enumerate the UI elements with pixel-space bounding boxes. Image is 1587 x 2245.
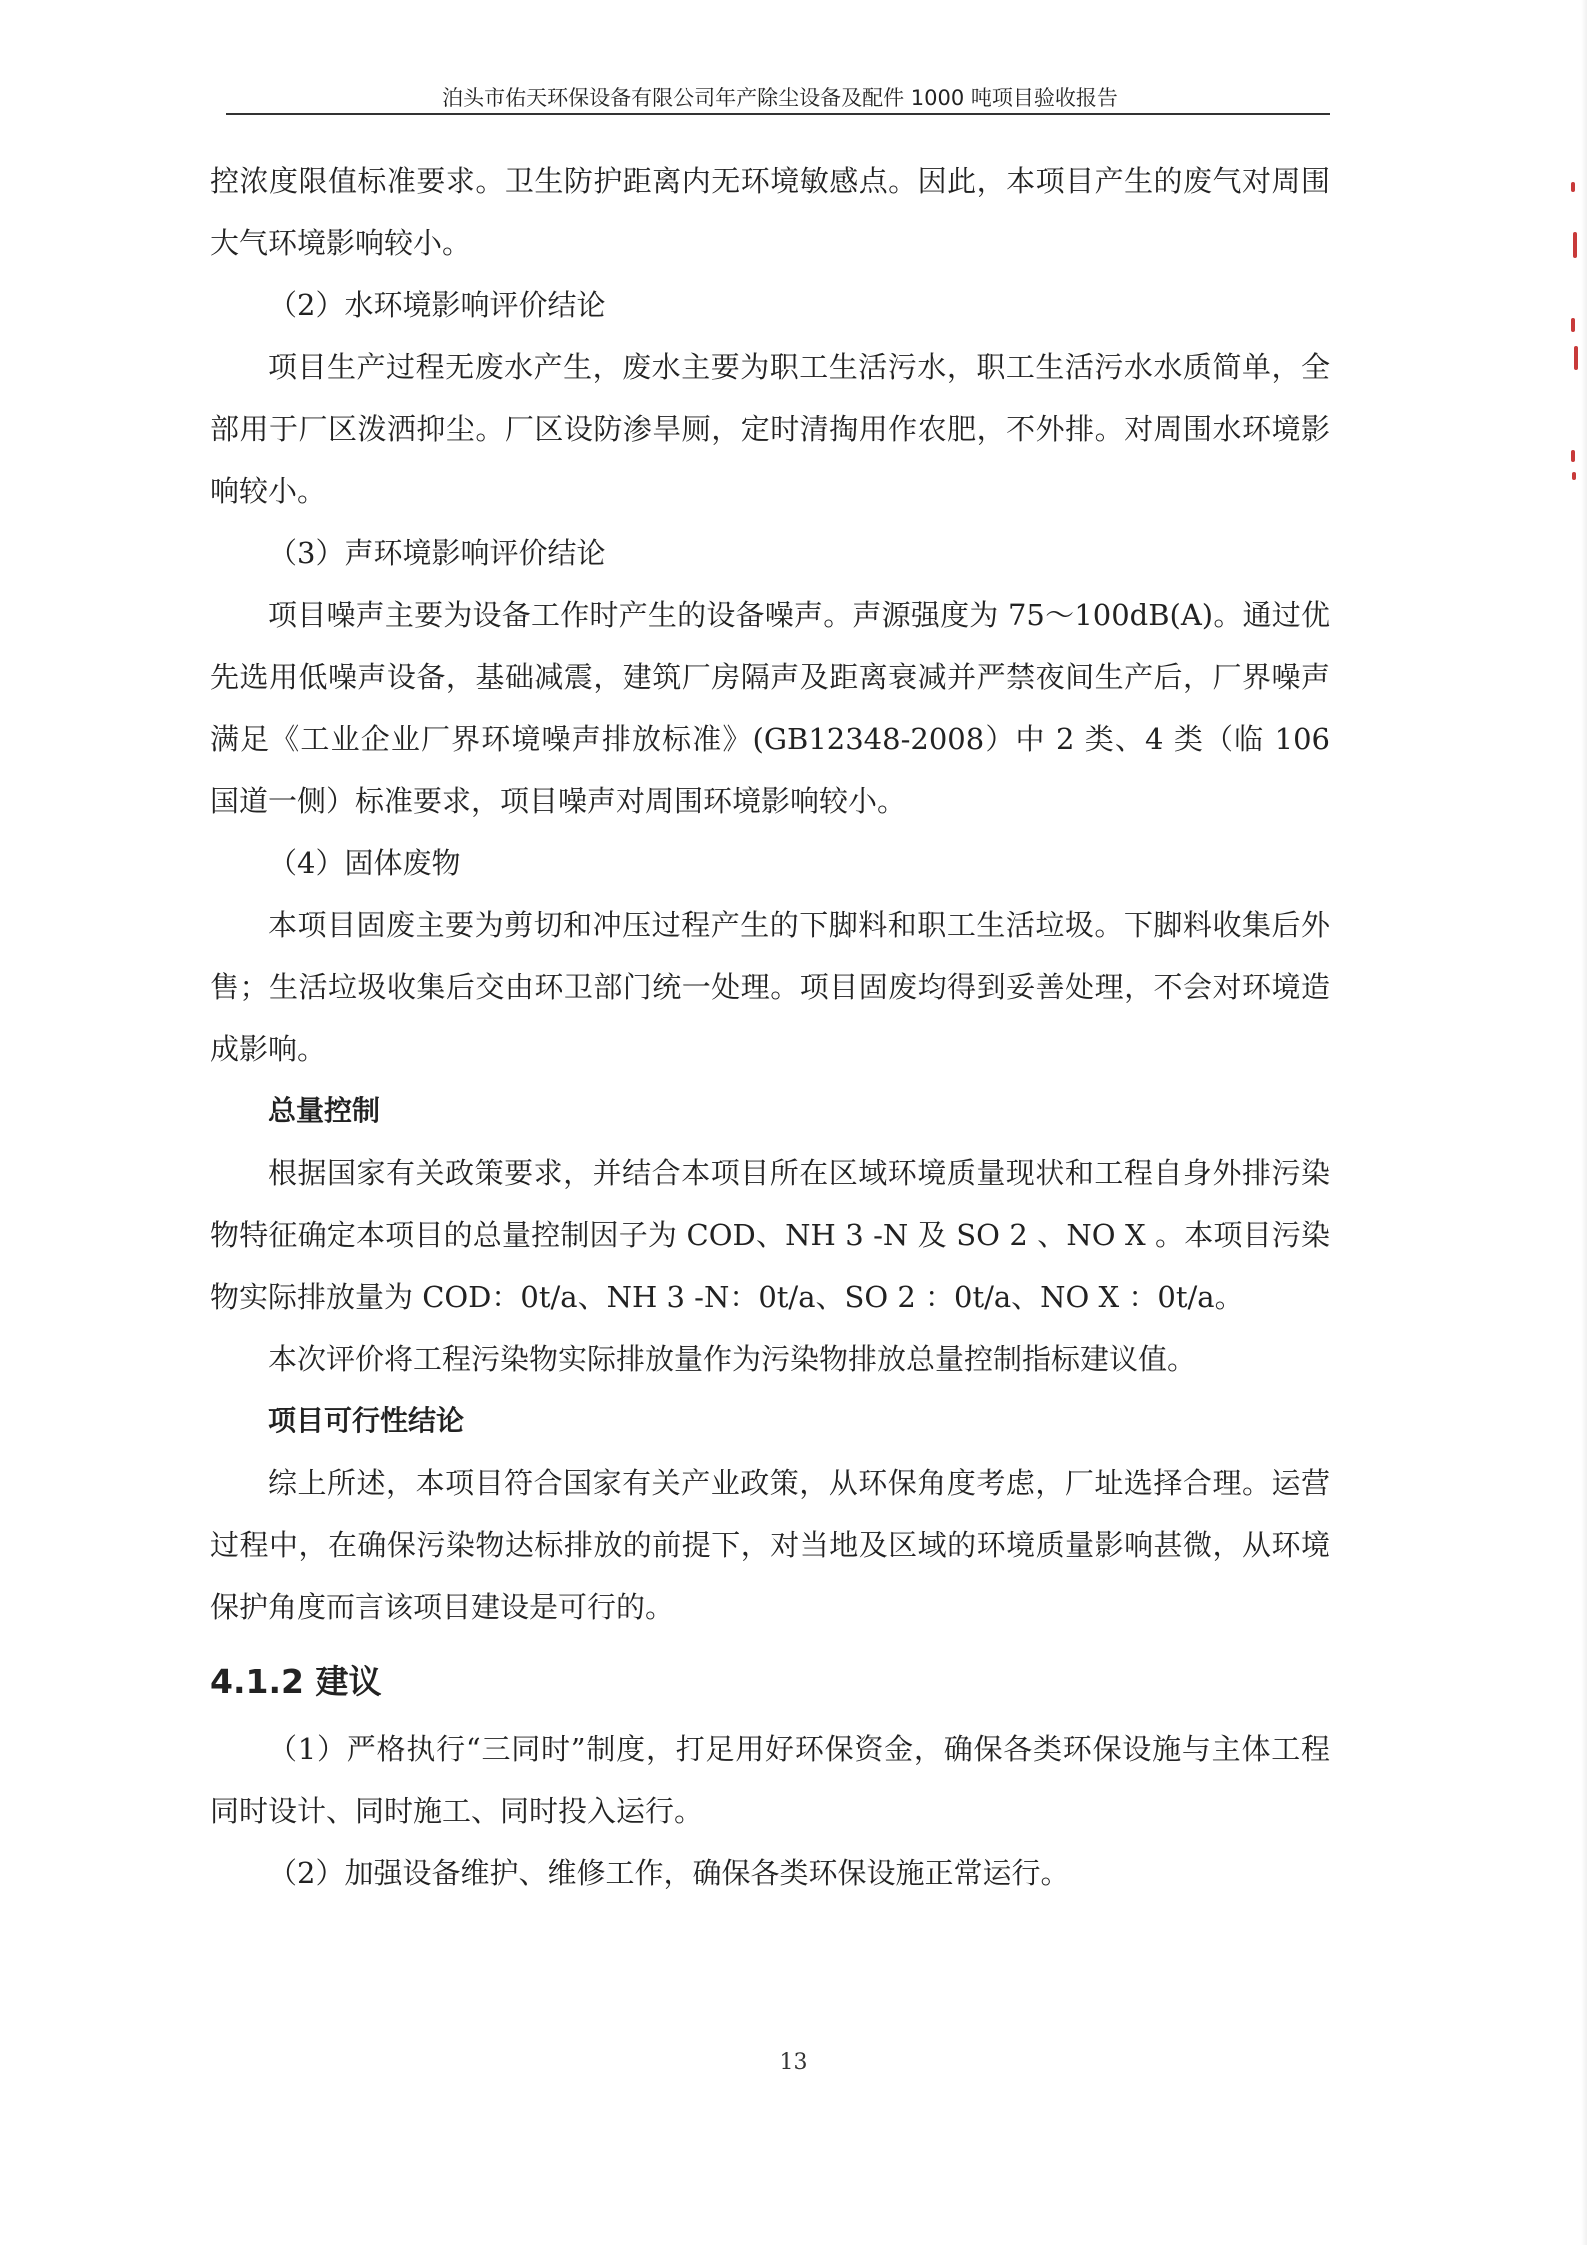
header-rule (226, 113, 1330, 115)
paragraph-total-control-factors: 根据国家有关政策要求，并结合本项目所在区域环境质量现状和工程自身外排污染物特征确定本项目的总量控制因子为 COD、NH 3 -N 及 SO 2 、NO X 。本项目污染物实际排放量为 COD：0t/a、NH 3 -N：0t/a、SO 2 ：0t/a、NO X ：0t/a。 (210, 1156, 1330, 1314)
paragraph-solid-waste: 本项目固废主要为剪切和冲压过程产生的下脚料和职工生活垃圾。下脚料收集后外售；生活垃圾收集后交由环卫部门统一处理。项目固废均得到妥善处理，不会对环境造成影响。 (210, 908, 1330, 1066)
suggestion-item-1: （1）严格执行“三同时”制度，打足用好环保资金，确保各类环保设施与主体工程同时设计、同时施工、同时投入运行。 (210, 1732, 1330, 1828)
heading-total-control: 总量控制 (268, 1094, 381, 1127)
scan-mark-1 (1571, 182, 1575, 192)
suggestion-item-2: （2）加强设备维护、维修工作，确保各类环保设施正常运行。 (268, 1856, 1070, 1890)
heading-feasibility-conclusion: 项目可行性结论 (268, 1404, 465, 1437)
running-header-title: 泊头市佑天环保设备有限公司年产除尘设备及配件 1000 吨项目验收报告 (442, 86, 1118, 110)
paragraph-air-conclusion: 控浓度限值标准要求。卫生防护距离内无环境敏感点。因此，本项目产生的废气对周围大气环境影响较小。 (210, 164, 1330, 260)
scan-mark-4 (1574, 346, 1578, 370)
heading-solid-waste: （4）固体废物 (268, 846, 461, 880)
page-number: 13 (779, 2050, 808, 2075)
page-body (210, 150, 1330, 1904)
paragraph-water-environment: 项目生产过程无废水产生，废水主要为职工生活污水，职工生活污水水质简单，全部用于厂区泼洒抑尘。厂区设防渗旱厕，定时清掏用作农肥，不外排。对周围水环境影响较小。 (210, 350, 1330, 508)
paragraph-feasibility-conclusion: 综上所述，本项目符合国家有关产业政策，从环保角度考虑，厂址选择合理。运营过程中，在确保污染物达标排放的前提下，对当地及区域的环境质量影响甚微，从环境保护角度而言该项目建设是可行的。 (210, 1466, 1330, 1624)
scan-mark-6 (1572, 472, 1576, 480)
scan-edge-shadow (1581, 0, 1587, 2245)
scan-mark-2 (1573, 232, 1577, 258)
heading-noise-environment: （3）声环境影响评价结论 (268, 536, 606, 570)
section-heading-4-1-2: 4.1.2 建议 (210, 1662, 382, 1701)
paragraph-noise-environment: 项目噪声主要为设备工作时产生的设备噪声。声源强度为 75～100dB(A)。通过优先选用低噪声设备，基础减震，建筑厂房隔声及距离衰减并严禁夜间生产后，厂界噪声满足《工业企业厂界环境噪声排放标准》(GB12348-2008）中 2 类、4 类（临 106 国道一侧）标准要求，项目噪声对周围环境影响较小。 (210, 598, 1330, 818)
heading-water-environment: （2）水环境影响评价结论 (268, 288, 606, 322)
paragraph-total-control-suggestion: 本次评价将工程污染物实际排放量作为污染物排放总量控制指标建议值。 (268, 1342, 1197, 1376)
scan-mark-3 (1571, 318, 1575, 332)
scan-mark-5 (1571, 450, 1575, 462)
